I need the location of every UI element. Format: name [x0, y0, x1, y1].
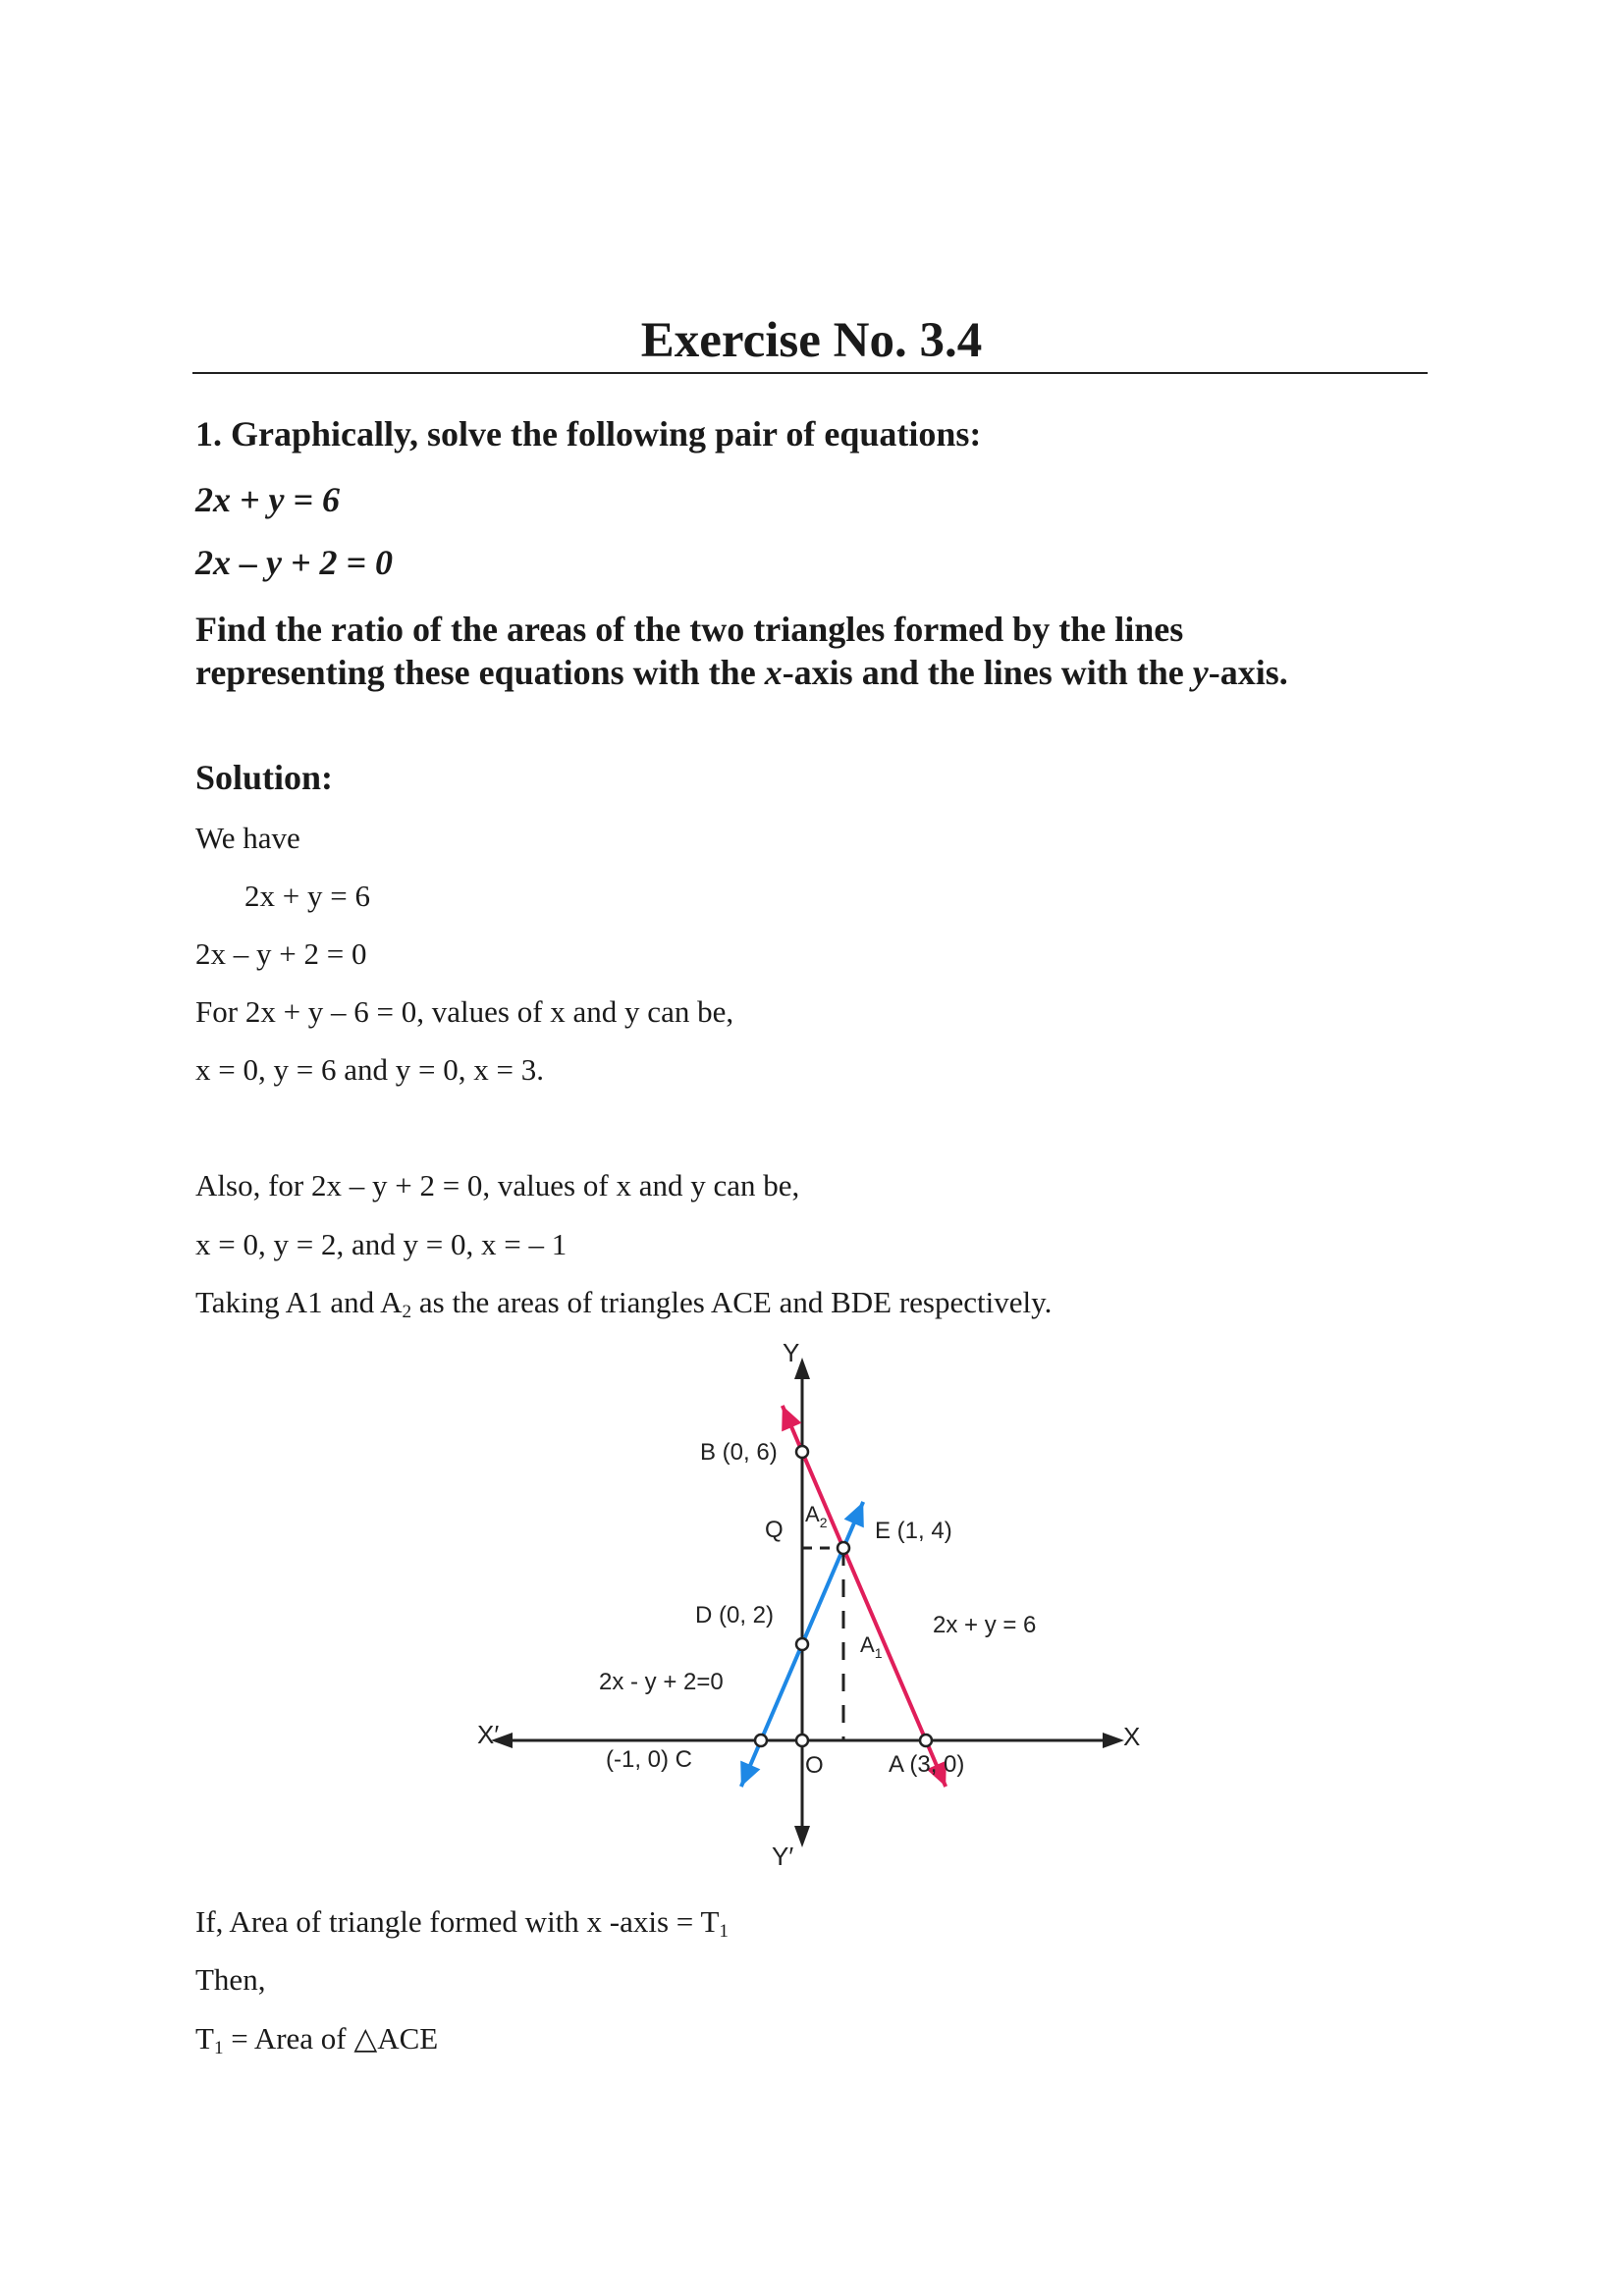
title-rule — [192, 372, 1428, 374]
solution-line: Also, for 2x – y + 2 = 0, values of x and y can be, — [195, 1168, 800, 1202]
point-o-marker — [796, 1735, 808, 1746]
solution-line: We have — [195, 821, 300, 855]
point-d-marker — [796, 1638, 808, 1650]
x-axis-label: X — [1123, 1722, 1141, 1751]
solution-line: If, Area of triangle formed with x -axis = $T_1$ — [195, 1904, 730, 1942]
solution-line: $T_1$ = Area of △ACE — [195, 2021, 439, 2058]
point-c-label: (-1, 0) C — [606, 1746, 693, 1773]
y-axis-arrow-down — [794, 1826, 810, 1847]
solution-line: 2x + y = 6 — [244, 879, 370, 913]
x-axis-arrow-right — [1103, 1733, 1124, 1748]
origin-label: O — [805, 1752, 824, 1779]
y-axis-label: Y — [783, 1340, 800, 1367]
x-axis-neg-label: X′ — [477, 1720, 500, 1749]
question-equation-2: 2x – y + 2 = 0 — [195, 543, 394, 582]
area-a2-label: $A_2$ — [805, 1502, 828, 1530]
point-b-marker — [796, 1446, 808, 1458]
y-axis-neg-label: Y′ — [772, 1842, 794, 1871]
point-a-label: A (3, 0) — [889, 1751, 965, 1778]
question-prompt-line-2: representing these equations with the x-axis and the lines with the y-axis. — [195, 653, 1288, 692]
point-a-marker — [920, 1735, 932, 1746]
solution-line: 2x – y + 2 = 0 — [195, 936, 367, 971]
question-heading: 1. Graphically, solve the following pair of equations: — [195, 414, 982, 454]
point-c-marker — [755, 1735, 767, 1746]
solution-line: x = 0, y = 6 and y = 0, x = 3. — [195, 1052, 544, 1087]
line-1 — [783, 1406, 946, 1787]
point-e-marker — [838, 1542, 849, 1554]
solution-line: x = 0, y = 2, and y = 0, x = – 1 — [195, 1227, 568, 1261]
point-d-label: D (0, 2) — [695, 1602, 775, 1629]
solution-line: Then, — [195, 1962, 266, 1997]
page-title: Exercise No. 3.4 — [640, 313, 983, 368]
point-q-label: Q — [765, 1517, 784, 1543]
point-b-label: B (0, 6) — [700, 1439, 778, 1466]
solution-heading: Solution: — [195, 758, 334, 797]
question-equation-1: 2x + y = 6 — [195, 480, 341, 519]
graph-figure — [471, 1340, 1159, 1875]
line-2-label: 2x - y + 2=0 — [599, 1669, 724, 1695]
solution-line: Taking A1 and $A_2$ as the areas of triangles ACE and BDE respectively. — [195, 1285, 1053, 1322]
line-1-label: 2x + y = 6 — [933, 1612, 1037, 1638]
point-e-label: E (1, 4) — [875, 1518, 952, 1544]
question-prompt-line-1: Find the ratio of the areas of the two triangles formed by the lines — [195, 610, 1184, 649]
area-a1-label: $A_1$ — [860, 1632, 883, 1661]
solution-line: For 2x + y – 6 = 0, values of x and y can be, — [195, 994, 734, 1029]
